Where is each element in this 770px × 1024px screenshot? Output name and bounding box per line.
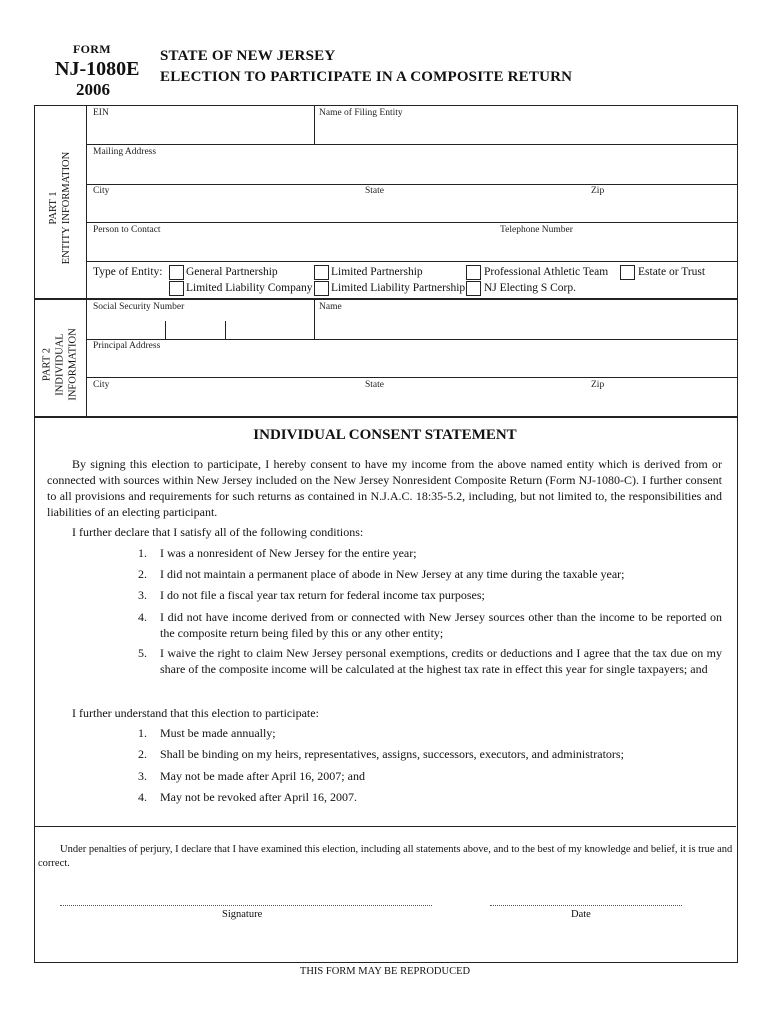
limited-partnership-checkbox[interactable] [314,265,329,280]
condition-text: I was a nonresident of New Jersey for the entire year; [160,546,417,560]
part2-individual-section [34,298,738,418]
individual-name-label: Name [319,302,342,312]
term-item [138,789,722,805]
llp-label: Limited Liability Partnership [331,282,466,294]
llc-label: Limited Liability Company [186,282,313,294]
general-partnership-label: General Partnership [186,266,278,278]
ssn-separator [165,321,166,339]
contact-person-label: Person to Contact [93,225,161,235]
form-year: 2006 [76,80,110,99]
term-number: 3. [138,769,147,783]
condition-number: 3. [138,588,147,602]
date-line[interactable] [490,905,682,906]
filing-entity-name-label: Name of Filing Entity [319,108,403,118]
term-number: 4. [138,790,147,804]
zip-label: Zip [591,186,605,196]
telephone-label: Telephone Number [500,225,573,235]
nj-s-corp-label: NJ Electing S Corp. [484,282,576,294]
llp-checkbox[interactable] [314,281,329,296]
condition-item [138,566,722,582]
professional-athletic-team-label: Professional Athletic Team [484,266,609,278]
title-election: ELECTION TO PARTICIPATE IN A COMPOSITE RETURN [160,69,573,85]
individual-state-label: State [365,380,384,390]
estate-or-trust-checkbox[interactable] [620,265,635,280]
term-item [138,746,722,762]
term-item [138,725,722,741]
term-text: Shall be binding on my heirs, representatives, assigns, successors, executors, and administrators; [160,747,624,761]
part2-side-label [41,300,80,430]
row-rule [86,377,737,378]
condition-text: I did not have income derived from or connected with New Jersey sources other than the income to be reported on the composite return being filed by this or any other entity; [160,610,722,640]
part2-side-label-1: PART 2 [41,348,53,381]
signature-divider [34,826,736,827]
terms-intro: I further understand that this election to participate: [72,706,319,720]
term-item [138,768,722,784]
condition-text: I did not maintain a permanent place of abode in New Jersey at any time during the taxable year; [160,567,625,581]
part2-divider [86,298,87,416]
part1-side-label [47,113,73,303]
row-rule [86,339,737,340]
condition-number: 2. [138,567,147,581]
condition-item [138,545,722,561]
general-partnership-checkbox[interactable] [169,265,184,280]
professional-athletic-team-checkbox[interactable] [466,265,481,280]
signature-label: Signature [222,909,263,920]
state-label: State [365,186,384,196]
title-state: STATE OF NEW JERSEY [160,48,336,64]
date-label: Date [571,909,591,920]
term-number: 1. [138,726,147,740]
limited-partnership-label: Limited Partnership [331,266,423,278]
city-label: City [93,186,110,196]
consent-intro: By signing this election to participate, I hereby consent to have my income from the above named entity which is derived from or connected with sources within New Jersey included on the New Jersey Nonresident Composite Return (Form NJ-1080-C). I further consent to all provisions and requirements for such returns as contained in N.J.A.C. 18:35-5.2, including, but not limited to, the responsibilities and liabilities of an electing participant. [47,457,722,519]
col-rule [314,298,315,339]
ssn-label: Social Security Number [93,302,185,312]
form-label: FORM [73,42,111,56]
row-rule [86,261,737,262]
form-number: NJ-1080E [55,58,140,80]
condition-item [138,645,722,693]
perjury-statement: Under penalties of perjury, I declare that I have examined this election, including all statements above, and to the best of my knowledge and belief, it is true and correct. [38,844,733,869]
part1-divider [86,105,87,298]
row-rule [86,184,737,185]
condition-text: I waive the right to claim New Jersey personal exemptions, credits or deductions and I agree that the tax due on my share of the composite income will be calculated at the highest tax rate in effect this year for single taxpayers; and [160,646,722,676]
estate-or-trust-label: Estate or Trust [638,266,706,278]
term-text: May not be made after April 16, 2007; and [160,769,365,783]
individual-city-label: City [93,380,110,390]
footer-note: THIS FORM MAY BE REPRODUCED [299,966,471,977]
individual-zip-label: Zip [591,380,605,390]
mailing-address-label: Mailing Address [93,147,157,157]
term-number: 2. [138,747,147,761]
part2-side-label-3: INFORMATION [67,328,79,401]
condition-item [138,587,722,603]
part1-side-label-1: PART 1 [48,191,59,225]
signature-line[interactable] [60,905,432,906]
principal-address-label: Principal Address [93,341,161,351]
conditions-intro: I further declare that I satisfy all of the following conditions: [72,525,364,539]
col-rule [314,105,315,144]
ssn-separator [225,321,226,339]
condition-number: 1. [138,546,147,560]
term-text: Must be made annually; [160,726,276,740]
part1-side-label-2: ENTITY INFORMATION [61,151,72,265]
row-rule [86,144,737,145]
condition-number: 5. [138,646,147,660]
entity-type-label: Type of Entity: [93,266,163,278]
term-text: May not be revoked after April 16, 2007. [160,790,357,804]
condition-number: 4. [138,610,147,624]
condition-text: I do not file a fiscal year tax return for federal income tax purposes; [160,588,485,602]
part2-side-label-2: INDIVIDUAL [54,333,66,396]
consent-title: INDIVIDUAL CONSENT STATEMENT [253,427,517,443]
nj-s-corp-checkbox[interactable] [466,281,481,296]
condition-item [138,609,722,641]
ein-label: EIN [93,108,109,118]
llc-checkbox[interactable] [169,281,184,296]
row-rule [86,222,737,223]
